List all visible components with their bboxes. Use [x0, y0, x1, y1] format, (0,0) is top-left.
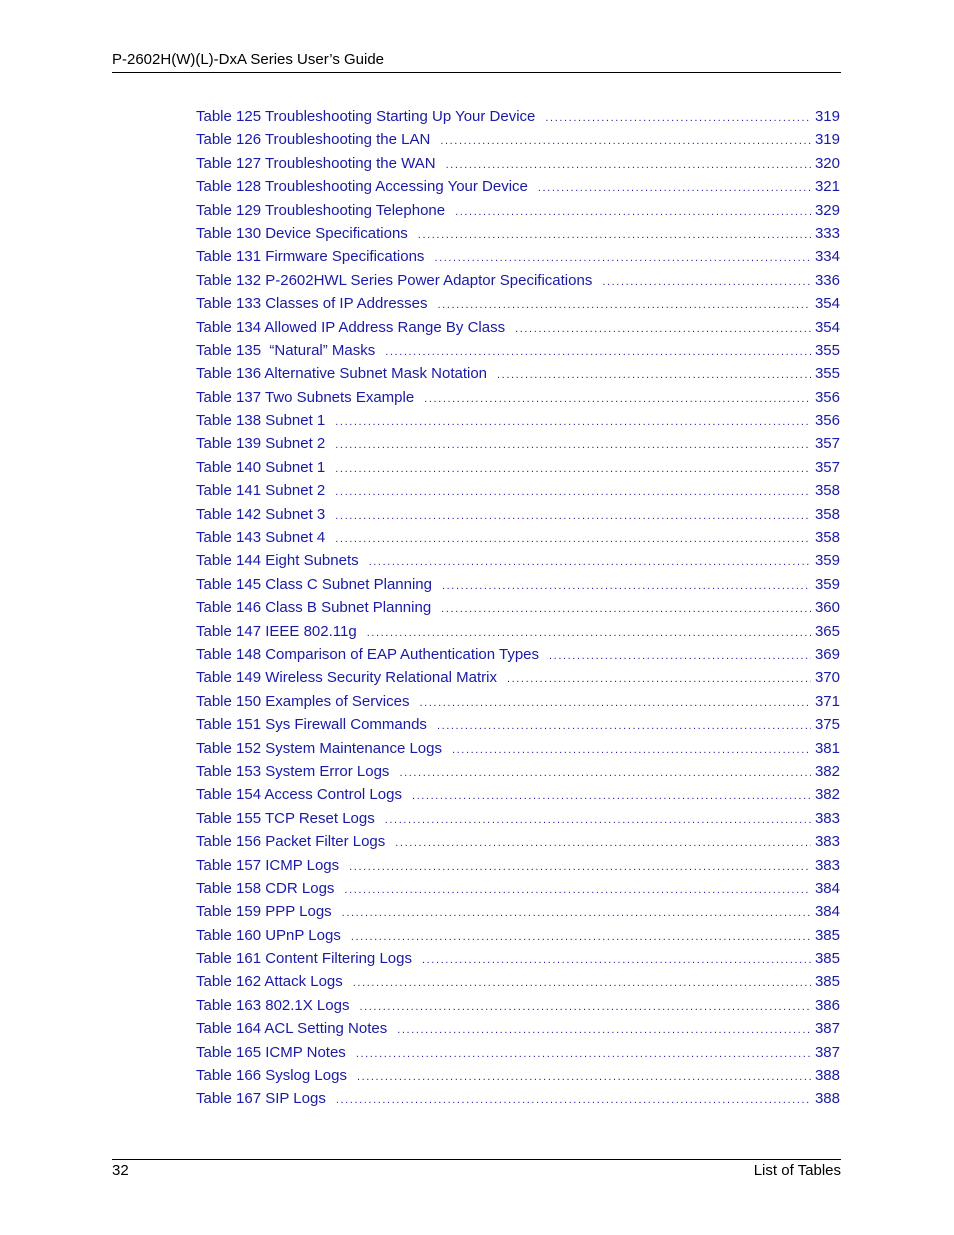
- toc-entry-page-number: 357: [814, 435, 840, 453]
- toc-entry-link[interactable]: [196, 292, 840, 315]
- toc-entry-page-number: 329: [814, 201, 840, 219]
- toc-entry-link[interactable]: [196, 1087, 840, 1110]
- toc-entry-link[interactable]: [196, 737, 840, 760]
- toc-entry-label: Table 128 Troubleshooting Accessing Your Device: [196, 178, 528, 196]
- dot-leader: [549, 645, 811, 668]
- dot-leader: [353, 972, 811, 995]
- toc-entry-link[interactable]: [196, 900, 840, 923]
- dot-leader: [437, 715, 811, 738]
- toc-entry-page-number: 356: [814, 388, 840, 406]
- toc-entry-label: Table 148 Comparison of EAP Authentication Types: [196, 645, 540, 663]
- toc-entry-link[interactable]: [196, 690, 840, 713]
- toc-entry-link[interactable]: [196, 222, 840, 245]
- dot-leader: [497, 364, 811, 387]
- toc-entry-link[interactable]: [196, 596, 840, 619]
- toc-entry-label: Table 142 Subnet 3: [196, 505, 326, 523]
- toc-entry-link[interactable]: [196, 316, 840, 339]
- toc-entry-label: Table 147 IEEE 802.11g: [196, 622, 357, 640]
- toc-entry-label: Table 151 Sys Firewall Commands: [196, 716, 427, 734]
- toc-entry-label: Table 137 Two Subnets Example: [196, 388, 415, 406]
- dot-leader: [424, 388, 811, 411]
- toc-entry-page-number: 381: [814, 739, 840, 757]
- toc-entry-link[interactable]: [196, 970, 840, 993]
- toc-entry-page-number: 384: [814, 903, 840, 921]
- toc-entry-link[interactable]: [196, 1017, 840, 1040]
- toc-entry-page-number: 375: [814, 716, 840, 734]
- toc-entry-page-number: 359: [814, 575, 840, 593]
- dot-leader: [349, 856, 811, 879]
- dot-leader: [357, 1066, 811, 1089]
- toc-entry-page-number: 387: [814, 1043, 840, 1061]
- toc-entry-label: Table 159 PPP Logs: [196, 903, 332, 921]
- dot-leader: [515, 318, 811, 341]
- toc-entry-label: Table 138 Subnet 1: [196, 412, 326, 430]
- toc-entry-page-number: 358: [814, 505, 840, 523]
- toc-entry-label: Table 139 Subnet 2: [196, 435, 326, 453]
- dot-leader: [455, 201, 811, 224]
- dot-leader: [335, 528, 811, 551]
- toc-entry-page-number: 385: [814, 926, 840, 944]
- toc-entry-label: Table 134 Allowed IP Address Range By Class: [196, 318, 506, 336]
- toc-entry-label: Table 130 Device Specifications: [196, 224, 408, 242]
- dot-leader: [385, 809, 811, 832]
- toc-entry-page-number: 383: [814, 833, 840, 851]
- dot-leader: [385, 341, 811, 364]
- toc-entry-label: Table 149 Wireless Security Relational Matrix: [196, 669, 497, 687]
- dot-leader: [422, 949, 811, 972]
- toc-entry-label: Table 141 Subnet 2: [196, 482, 326, 500]
- toc-entry-label: Table 127 Troubleshooting the WAN: [196, 154, 436, 172]
- dot-leader: [440, 130, 811, 153]
- toc-entry-label: Table 150 Examples of Services: [196, 692, 410, 710]
- toc-entry-label: Table 145 Class C Subnet Planning: [196, 575, 432, 593]
- toc-entry-link[interactable]: [196, 666, 840, 689]
- toc-entry-link[interactable]: [196, 152, 840, 175]
- toc-entry-page-number: 355: [814, 365, 840, 383]
- toc-entry-page-number: 319: [814, 131, 840, 149]
- toc-entry-link[interactable]: [196, 760, 840, 783]
- toc-entry-page-number: 383: [814, 809, 840, 827]
- toc-entry-label: Table 167 SIP Logs: [196, 1090, 326, 1108]
- list-of-tables: [196, 105, 840, 1111]
- toc-entry-page-number: 336: [814, 271, 840, 289]
- toc-entry-link[interactable]: [196, 620, 840, 643]
- dot-leader: [335, 411, 811, 434]
- toc-entry-page-number: 387: [814, 1020, 840, 1038]
- toc-entry-page-number: 385: [814, 950, 840, 968]
- toc-entry-label: Table 132 P-2602HWL Series Power Adaptor Specifications: [196, 271, 593, 289]
- toc-entry-link[interactable]: [196, 503, 840, 526]
- dot-leader: [545, 107, 811, 130]
- toc-entry-link[interactable]: [196, 386, 840, 409]
- dot-leader: [438, 294, 811, 317]
- toc-entry-page-number: 383: [814, 856, 840, 874]
- toc-entry-label: Table 143 Subnet 4: [196, 529, 326, 547]
- toc-entry-label: Table 160 UPnP Logs: [196, 926, 341, 944]
- toc-entry-label: Table 157 ICMP Logs: [196, 856, 340, 874]
- dot-leader: [446, 154, 811, 177]
- toc-entry-label: Table 140 Subnet 1: [196, 458, 326, 476]
- toc-entry-link[interactable]: [196, 573, 840, 596]
- toc-entry-label: Table 164 ACL Setting Notes: [196, 1020, 388, 1038]
- toc-entry-link[interactable]: [196, 1041, 840, 1064]
- toc-entry-page-number: 385: [814, 973, 840, 991]
- toc-entry-link[interactable]: [196, 877, 840, 900]
- dot-leader: [356, 1043, 811, 1066]
- toc-entry-label: Table 163 802.1X Logs: [196, 996, 350, 1014]
- toc-entry-label: Table 144 Eight Subnets: [196, 552, 359, 570]
- toc-entry-page-number: 382: [814, 786, 840, 804]
- toc-entry-link[interactable]: [196, 245, 840, 268]
- page-number: 32: [112, 1162, 129, 1179]
- toc-entry-label: Table 136 Alternative Subnet Mask Notation: [196, 365, 488, 383]
- dot-leader: [412, 785, 811, 808]
- toc-entry-page-number: 388: [814, 1090, 840, 1108]
- toc-entry-label: Table 133 Classes of IP Addresses: [196, 295, 428, 313]
- toc-entry-page-number: 321: [814, 178, 840, 196]
- toc-entry-link[interactable]: [196, 924, 840, 947]
- toc-entry-link[interactable]: [196, 807, 840, 830]
- dot-leader: [399, 762, 811, 785]
- toc-entry-link[interactable]: [196, 339, 840, 362]
- toc-entry-link[interactable]: [196, 128, 840, 151]
- toc-entry-label: Table 129 Troubleshooting Telephone: [196, 201, 446, 219]
- page-footer: [112, 1159, 841, 1182]
- document-title: P-2602H(W)(L)-DxA Series User’s Guide: [112, 51, 385, 68]
- toc-entry-page-number: 386: [814, 996, 840, 1014]
- toc-entry-label: Table 158 CDR Logs: [196, 879, 335, 897]
- toc-entry-link[interactable]: [196, 409, 840, 432]
- toc-entry-page-number: 365: [814, 622, 840, 640]
- toc-entry-page-number: 388: [814, 1067, 840, 1085]
- toc-entry-link[interactable]: [196, 549, 840, 572]
- toc-entry-label: Table 125 Troubleshooting Starting Up Your Device: [196, 108, 536, 125]
- toc-entry-label: Table 162 Attack Logs: [196, 973, 343, 991]
- dot-leader: [441, 598, 811, 621]
- dot-leader: [452, 739, 811, 762]
- toc-entry-link[interactable]: [196, 175, 840, 198]
- dot-leader: [434, 247, 811, 270]
- toc-entry-link[interactable]: [196, 199, 840, 222]
- toc-entry-label: Table 165 ICMP Notes: [196, 1043, 346, 1061]
- toc-entry-page-number: 370: [814, 669, 840, 687]
- toc-entry-page-number: 320: [814, 154, 840, 172]
- toc-entry-link[interactable]: [196, 362, 840, 385]
- toc-entry-link[interactable]: [196, 479, 840, 502]
- toc-entry-label: Table 161 Content Filtering Logs: [196, 950, 412, 968]
- toc-entry-link[interactable]: [196, 1064, 840, 1087]
- toc-entry-link[interactable]: [196, 432, 840, 455]
- dot-leader: [507, 668, 811, 691]
- dot-leader: [397, 1019, 811, 1042]
- dot-leader: [344, 879, 811, 902]
- toc-entry-page-number: 358: [814, 482, 840, 500]
- dot-leader: [419, 692, 811, 715]
- dot-leader: [335, 434, 811, 457]
- toc-entry-page-number: 371: [814, 692, 840, 710]
- toc-entry-page-number: 360: [814, 599, 840, 617]
- toc-entry-page-number: 369: [814, 645, 840, 663]
- dot-leader: [395, 832, 811, 855]
- dot-leader: [335, 458, 811, 481]
- dot-leader: [359, 996, 811, 1019]
- toc-entry-label: Table 126 Troubleshooting the LAN: [196, 131, 431, 149]
- dot-leader: [351, 926, 811, 949]
- toc-entry-link[interactable]: [196, 643, 840, 666]
- dot-leader: [369, 551, 811, 574]
- section-name: List of Tables: [753, 1162, 841, 1179]
- toc-entry-link[interactable]: [196, 854, 840, 877]
- toc-entry-label: Table 154 Access Control Logs: [196, 786, 402, 804]
- dot-leader: [335, 481, 811, 504]
- toc-entry-page-number: 356: [814, 412, 840, 430]
- dot-leader: [442, 575, 811, 598]
- toc-entry-link[interactable]: [196, 994, 840, 1017]
- toc-entry-label: Table 156 Packet Filter Logs: [196, 833, 386, 851]
- toc-entry-link[interactable]: [196, 713, 840, 736]
- toc-entry-page-number: 354: [814, 295, 840, 313]
- dot-leader: [342, 902, 811, 925]
- toc-entry-page-number: 384: [814, 879, 840, 897]
- toc-entry-label: Table 152 System Maintenance Logs: [196, 739, 442, 757]
- toc-entry-link[interactable]: [196, 947, 840, 970]
- dot-leader: [602, 271, 811, 294]
- toc-entry-page-number: 319: [814, 108, 840, 125]
- toc-entry-link[interactable]: [196, 783, 840, 806]
- toc-entry-label: Table 131 Firmware Specifications: [196, 248, 425, 266]
- toc-entry-page-number: 334: [814, 248, 840, 266]
- toc-entry-label: Table 135 “Natural” Masks: [196, 341, 376, 359]
- toc-entry-label: Table 166 Syslog Logs: [196, 1067, 347, 1085]
- toc-entry-page-number: 354: [814, 318, 840, 336]
- toc-entry-link[interactable]: [196, 526, 840, 549]
- toc-entry-label: Table 146 Class B Subnet Planning: [196, 599, 432, 617]
- toc-entry-page-number: 359: [814, 552, 840, 570]
- toc-entry-page-number: 333: [814, 224, 840, 242]
- toc-entry-page-number: 358: [814, 529, 840, 547]
- toc-entry-label: Table 155 TCP Reset Logs: [196, 809, 375, 827]
- toc-entry-page-number: 355: [814, 341, 840, 359]
- toc-entry-page-number: 357: [814, 458, 840, 476]
- dot-leader: [335, 505, 811, 528]
- toc-entry-link[interactable]: [196, 269, 840, 292]
- toc-entry-link[interactable]: [196, 105, 840, 128]
- dot-leader: [418, 224, 811, 247]
- dot-leader: [336, 1089, 811, 1112]
- toc-entry-link[interactable]: [196, 456, 840, 479]
- toc-entry-label: Table 153 System Error Logs: [196, 762, 390, 780]
- dot-leader: [538, 177, 811, 200]
- page-header: [112, 50, 841, 73]
- toc-entry-link[interactable]: [196, 830, 840, 853]
- dot-leader: [367, 622, 811, 645]
- toc-entry-page-number: 382: [814, 762, 840, 780]
